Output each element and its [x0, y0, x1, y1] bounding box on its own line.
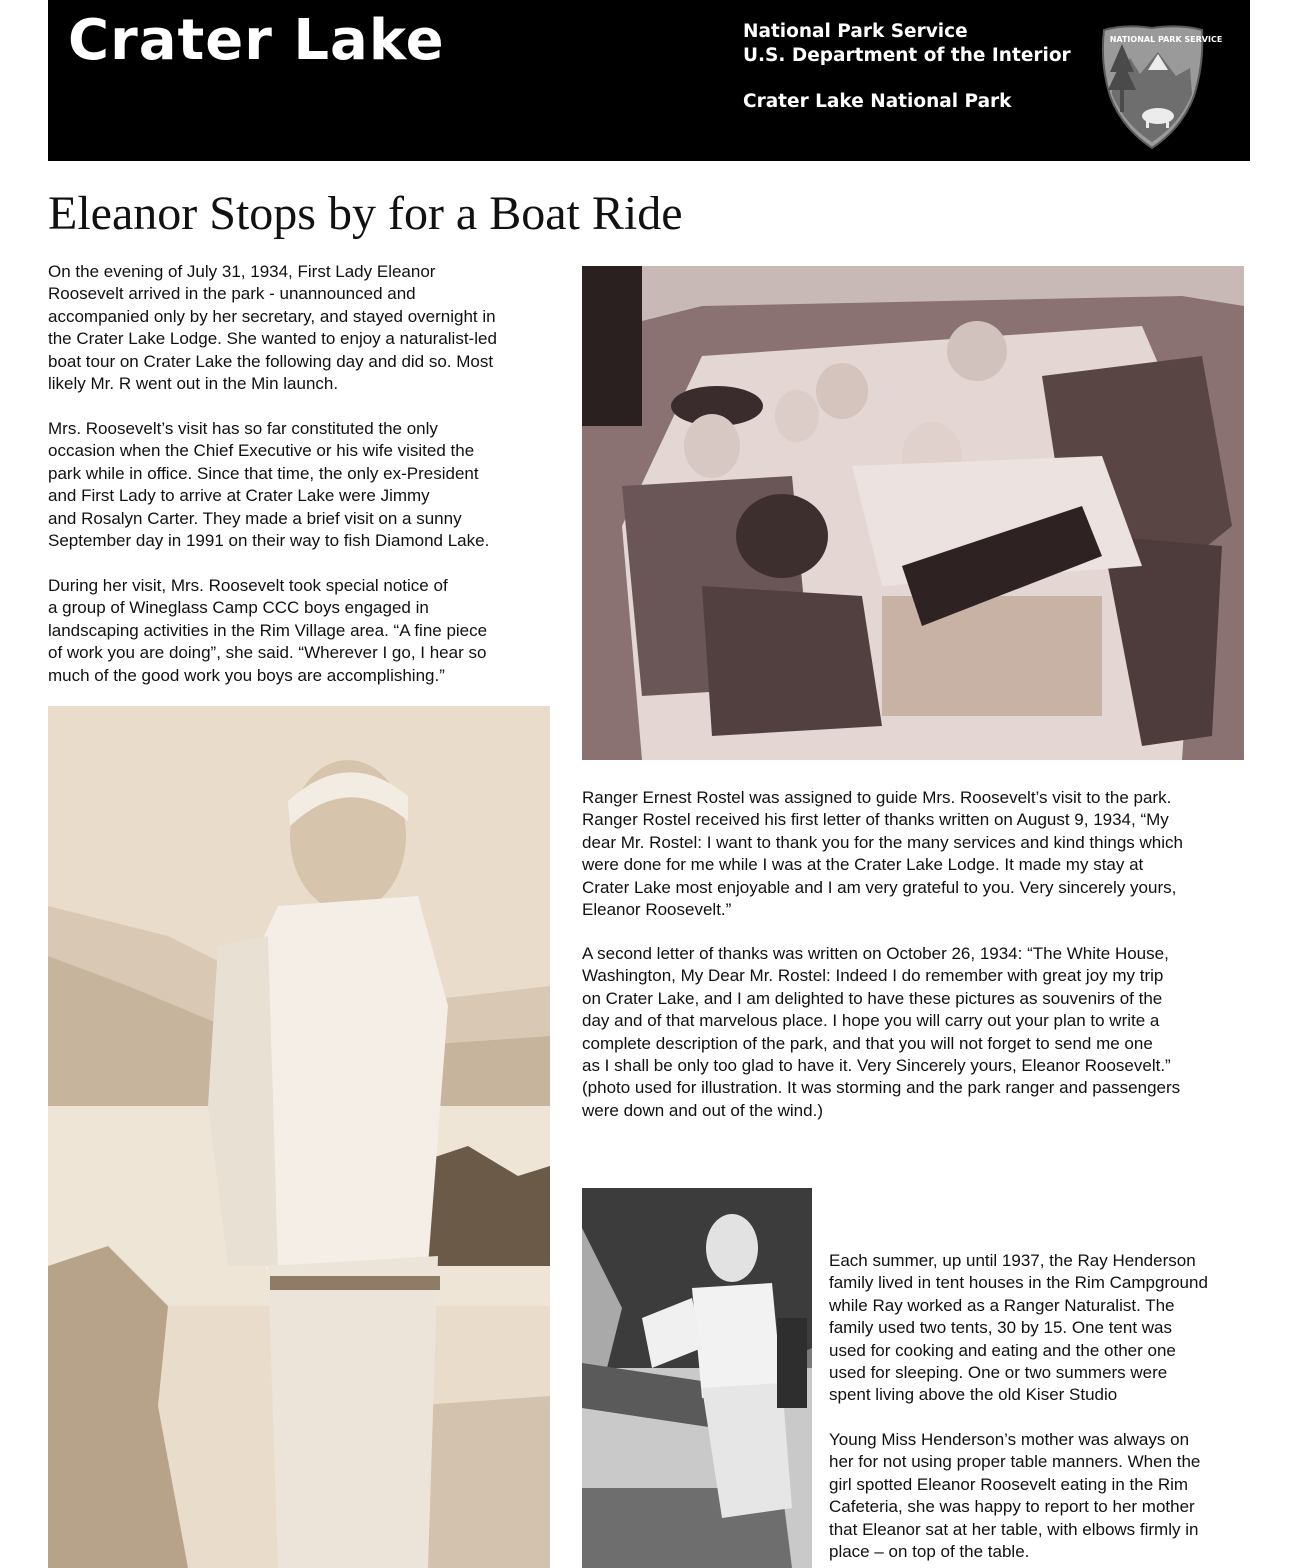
article-headline: Eleanor Stops by for a Boat Ride	[48, 187, 683, 240]
agency-name: National Park Service	[743, 21, 968, 42]
nps-arrowhead-logo-icon	[1096, 24, 1223, 150]
intro-paragraph-2: Mrs. Roosevelt’s visit has so far constituted the only occasion when the Chief Executive or his wife visited the park while in office. Since that time, the only ex-President and First Lady to arrive at Crater Lake were Jimmy and Rosalyn Carter. They made a brief visit on a sunny September day in 1991 on their way to fish Diamond Lake.	[48, 419, 490, 551]
logo-text: NATIONAL PARK SERVICE	[1109, 35, 1223, 44]
park-title: Crater Lake	[68, 8, 445, 73]
intro-paragraph-3: During her visit, Mrs. Roosevelt took special notice of a group of Wineglass Camp CCC boys engaged in landscaping activities in the Rim Village area. “A fine piece of work you are doing”, she said. “Wherever I go, I hear so much of the good work you boys are accomplishing.”	[48, 576, 488, 685]
header-banner	[48, 0, 1250, 161]
park-name: Crater Lake National Park	[743, 91, 1012, 112]
henderson-paragraph-2: Young Miss Henderson’s mother was always on her for not using proper table manners. When the girl spotted Eleanor Roosevelt eating in the Rim Cafeteria, she was happy to report to her mother that Eleanor sat at her table, with elbows firmly in place – on top of the table.	[829, 1430, 1201, 1562]
henderson-paragraph-1: Each summer, up until 1937, the Ray Henderson family lived in tent houses in the Rim Campground while Ray worked as a Ranger Naturalist. The family used two tents, 30 by 15. One tent was used for cooking and eating and the other one used for sleeping. One or two summers were spent living above the old Kiser Studio	[829, 1251, 1208, 1405]
eleanor-portrait-photo	[48, 706, 550, 1568]
ranger-paragraph-2: A second letter of thanks was written on October 26, 1934: “The White House, Washington, My Dear Mr. Rostel: Indeed I do remember with great joy my trip on Crater Lake, and I am delighted to have these pictures as souvenirs of the day and of that marvelous place. I hope you will carry out your plan to write a complete description of the park, and that you will not forget to send me one as I shall be only too glad to have it. Very Sincerely yours, Eleanor Roosevelt.” (photo used for illustration. It was storming and the park ranger and passengers were down and out of the wind.)	[582, 944, 1181, 1120]
agency-block	[743, 20, 1071, 68]
henderson-bench-photo	[582, 1188, 812, 1568]
ranger-paragraph-1: Ranger Ernest Rostel was assigned to guide Mrs. Roosevelt’s visit to the park. Ranger Rostel received his first letter of thanks written on August 9, 1934, “My dear Mr. Rostel: I want to thank you for the many services and kind things which were done for me while I was at the Crater Lake Lodge. It made my stay at Crater Lake most enjoyable and I am very grateful to you. Very sincerely yours, Eleanor Roosevelt.”	[582, 788, 1183, 920]
boat-ride-photo	[582, 266, 1244, 760]
intro-paragraph-1: On the evening of July 31, 1934, First Lady Eleanor Roosevelt arrived in the park - unannounced and accompanied only by her secretary, and stayed overnight in the Crater Lake Lodge. She wanted to enjoy a naturalist-led boat tour on Crater Lake the following day and did so. Most likely Mr. R went out in the Min launch.	[48, 262, 497, 394]
department-name: U.S. Department of the Interior	[743, 45, 1071, 66]
